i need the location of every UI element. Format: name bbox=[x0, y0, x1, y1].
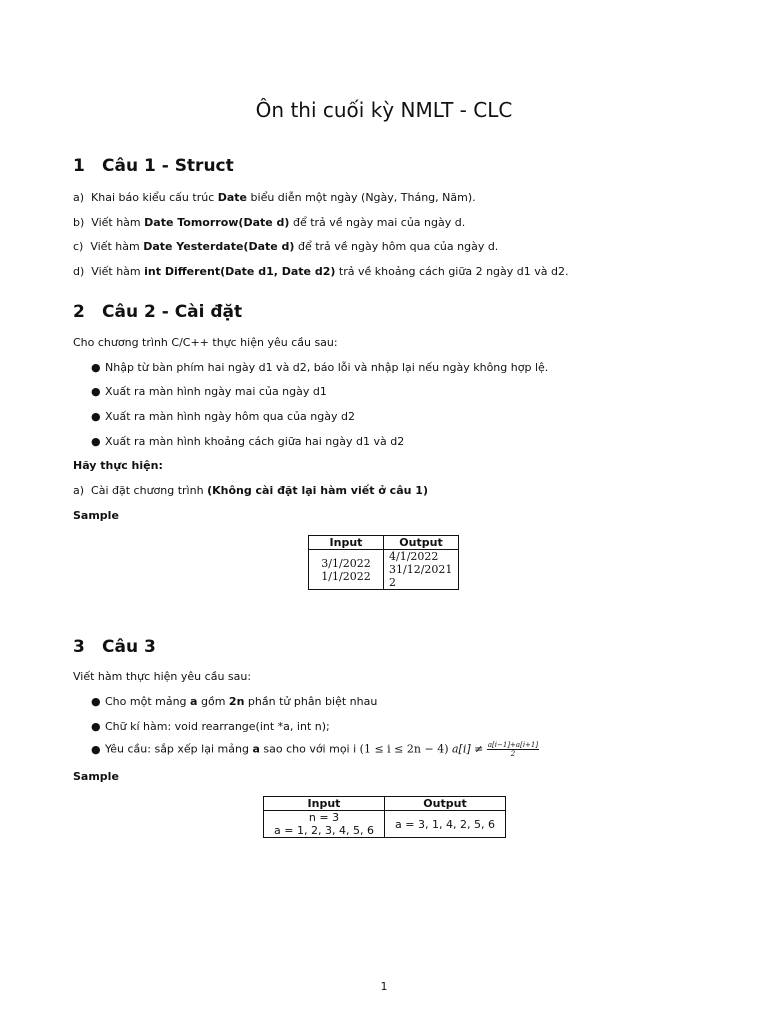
cell-line: 3/1/2022 bbox=[321, 556, 371, 570]
list-item bbox=[91, 720, 330, 733]
cell-line: a = 1, 2, 3, 4, 5, 6 bbox=[274, 824, 374, 837]
item-bold: Date Yesterdate(Date d) bbox=[143, 240, 295, 253]
section-2-heading bbox=[73, 302, 242, 322]
item-prefix: a) bbox=[73, 484, 85, 497]
item-text: biểu diễn một ngày (Ngày, Tháng, Năm). bbox=[250, 191, 476, 204]
item-prefix: c) bbox=[73, 240, 84, 253]
item-bold: a bbox=[190, 695, 198, 708]
fraction-denominator: 2 bbox=[510, 750, 516, 758]
item-bold: 2n bbox=[228, 695, 245, 708]
cell-line: 4/1/2022 bbox=[389, 550, 439, 563]
table-header: Input bbox=[309, 536, 384, 550]
item-text: Xuất ra màn hình ngày mai của ngày d1 bbox=[105, 385, 327, 398]
item-text: Viết hàm bbox=[90, 240, 140, 253]
fraction-numerator: a[i−1]+a[i+1] bbox=[487, 741, 539, 749]
sample-label bbox=[73, 509, 119, 522]
list-item bbox=[73, 216, 465, 229]
table-header: Input bbox=[264, 797, 385, 811]
cell-line: 1/1/2022 bbox=[321, 569, 371, 583]
bullet-icon: ● bbox=[91, 435, 101, 448]
math-fraction bbox=[487, 741, 539, 758]
bullet-icon: ● bbox=[91, 385, 101, 398]
item-bold: a bbox=[252, 742, 260, 756]
sample-table bbox=[263, 796, 506, 838]
item-bold: Date bbox=[217, 191, 248, 204]
item-bold: Hãy thực hiện: bbox=[73, 459, 163, 472]
section-title: Câu 1 - Struct bbox=[102, 156, 234, 176]
list-item bbox=[91, 410, 355, 423]
list-item bbox=[73, 265, 568, 278]
section-intro: Cho chương trình C/C++ thực hiện yêu cầu sau: bbox=[73, 336, 338, 349]
section-intro: Viết hàm thực hiện yêu cầu sau: bbox=[73, 670, 252, 683]
list-item bbox=[73, 240, 498, 253]
item-text: sao cho với mọi i bbox=[263, 742, 357, 756]
bullet-icon: ● bbox=[91, 720, 101, 733]
list-item bbox=[91, 695, 377, 708]
table-header: Output bbox=[385, 797, 506, 811]
do-label bbox=[73, 459, 163, 472]
document-title: Ôn thi cuối kỳ NMLT - CLC bbox=[255, 98, 513, 122]
table-cell-output bbox=[384, 550, 459, 590]
section-number: 1 bbox=[73, 156, 85, 176]
item-text: Cho một mảng bbox=[105, 695, 187, 708]
list-item bbox=[91, 741, 539, 758]
bullet-icon: ● bbox=[91, 695, 101, 708]
item-text: phần tử phân biệt nhau bbox=[247, 695, 378, 708]
item-text: Cài đặt chương trình bbox=[91, 484, 204, 497]
item-text: Viết hàm bbox=[91, 265, 141, 278]
cell-line: n = 3 bbox=[308, 811, 340, 824]
task-item bbox=[73, 484, 428, 497]
item-text: Nhập từ bàn phím hai ngày d1 và d2, báo lỗi và nhập lại nếu ngày không hợp lệ. bbox=[105, 361, 549, 374]
item-prefix: b) bbox=[73, 216, 85, 229]
list-item bbox=[91, 435, 404, 448]
bullet-icon: ● bbox=[91, 361, 101, 374]
sample-label bbox=[73, 770, 119, 783]
item-bold: Sample bbox=[73, 770, 119, 783]
cell-line: 31/12/2021 bbox=[389, 563, 453, 576]
table-header: Output bbox=[384, 536, 459, 550]
list-item bbox=[91, 361, 548, 374]
item-prefix: a) bbox=[73, 191, 85, 204]
item-text: Chữ kí hàm: void rearrange(int *a, int n); bbox=[105, 720, 330, 733]
item-text: để trả về ngày mai của ngày d. bbox=[292, 216, 466, 229]
section-1-heading bbox=[73, 156, 234, 176]
item-bold: int Different(Date d1, Date d2) bbox=[144, 265, 336, 278]
table-cell-output: a = 3, 1, 4, 2, 5, 6 bbox=[385, 811, 506, 838]
item-bold: (Không cài đặt lại hàm viết ở câu 1) bbox=[207, 484, 428, 497]
item-bold: Sample bbox=[73, 509, 119, 522]
item-text: Xuất ra màn hình ngày hôm qua của ngày d2 bbox=[105, 410, 355, 423]
item-text: Yêu cầu: sắp xếp lại mảng bbox=[105, 742, 249, 756]
section-title: Câu 3 bbox=[102, 637, 156, 657]
list-item bbox=[91, 385, 327, 398]
table-cell-input bbox=[264, 811, 385, 838]
section-number: 2 bbox=[73, 302, 85, 322]
cell-line: 2 bbox=[389, 576, 396, 589]
section-title: Câu 2 - Cài đặt bbox=[102, 302, 243, 322]
math-condition: (1 ≤ i ≤ 2n − 4) bbox=[359, 742, 449, 756]
page-number: 1 bbox=[380, 980, 388, 993]
bullet-icon: ● bbox=[91, 742, 101, 756]
item-text: Viết hàm bbox=[91, 216, 141, 229]
math-expression: a[i] ≠ bbox=[451, 742, 484, 756]
item-prefix: d) bbox=[73, 265, 85, 278]
item-bold: Date Tomorrow(Date d) bbox=[144, 216, 290, 229]
bullet-icon: ● bbox=[91, 410, 101, 423]
section-3-heading bbox=[73, 637, 156, 657]
table-cell-input bbox=[309, 550, 384, 590]
list-item bbox=[73, 191, 476, 204]
item-text: Xuất ra màn hình khoảng cách giữa hai ngày d1 và d2 bbox=[105, 435, 405, 448]
section-number: 3 bbox=[73, 637, 85, 657]
item-text: Khai báo kiểu cấu trúc bbox=[91, 191, 215, 204]
sample-table bbox=[308, 535, 459, 590]
item-text: gồm bbox=[200, 695, 226, 708]
item-text: để trả về ngày hôm qua của ngày d. bbox=[297, 240, 499, 253]
item-text: trả về khoảng cách giữa 2 ngày d1 và d2. bbox=[338, 265, 569, 278]
